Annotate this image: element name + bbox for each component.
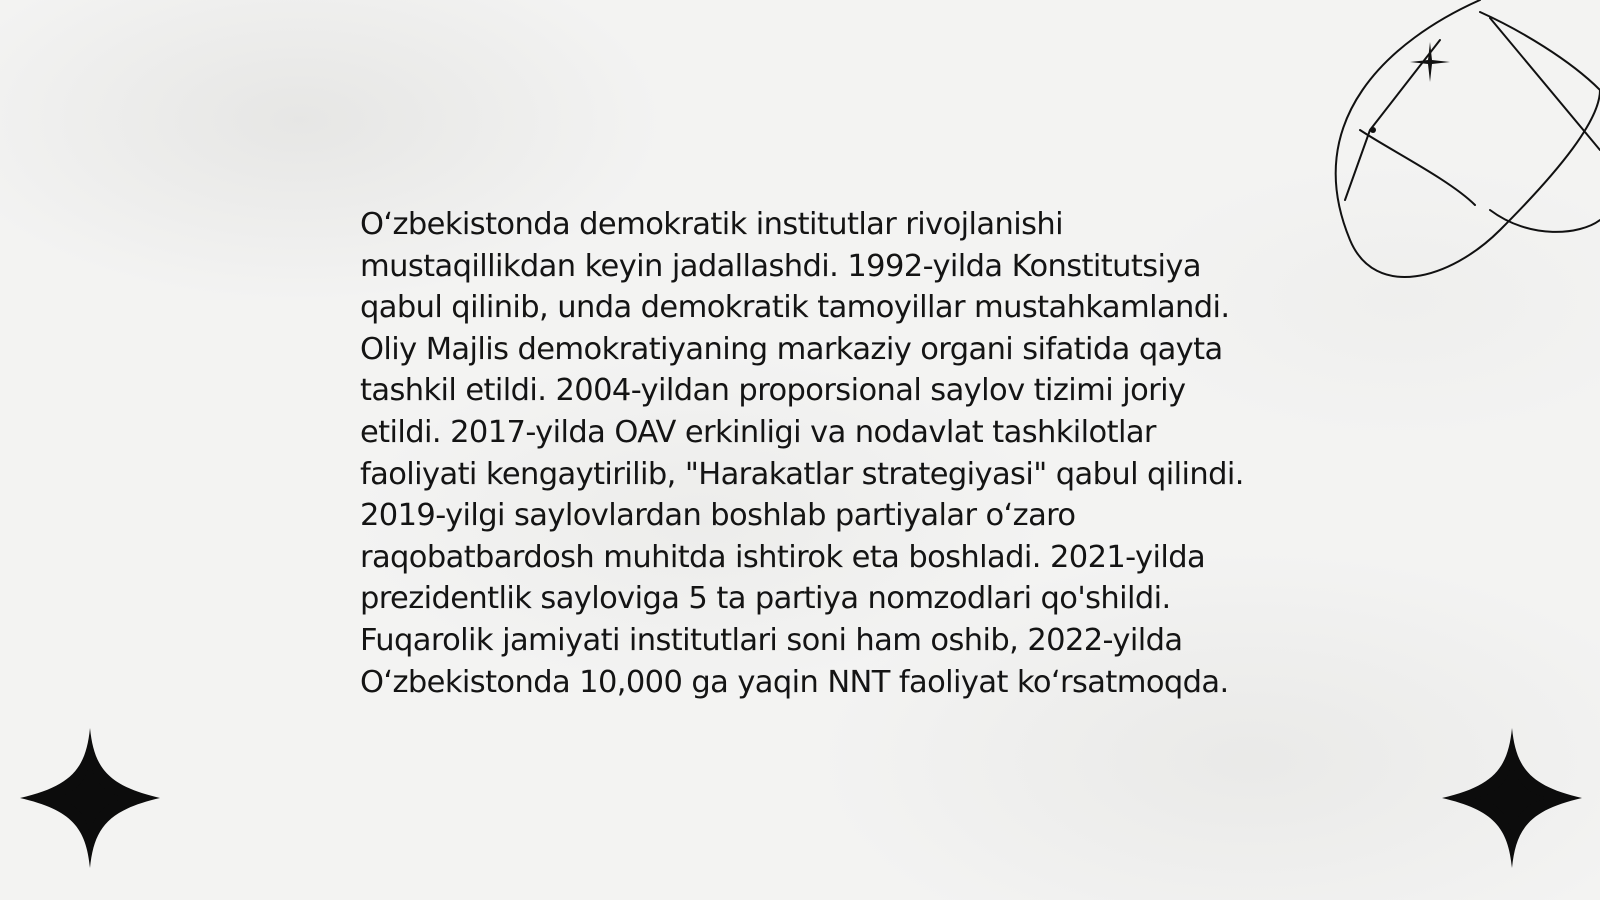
four-point-star-icon-left — [20, 728, 160, 868]
body-paragraph: O‘zbekistonda demokratik institutlar rivojlanishi mustaqillikdan keyin jadallashdi. 1992-yilda Konstitutsiya qabul qilinib, unda demokratik tamoyillar mustahkamlandi. Oliy Majlis demokratiyaning markaziy organi sifatida qayta tashkil etildi. 2004-yildan proporsional saylov tizimi joriy etildi. 2017-yilda OAV erkinligi va nodavlat tashkilotlar faoliyati kengaytirilib, "Harakatlar strategiyasi" qabul qilindi. 2019-yilgi saylovlardan boshlab partiyalar o‘zaro raqobatbardosh muhitda ishtirok eta boshladi. 2021-yilda prezidentlik sayloviga 5 ta partiya nomzodlari qo'shildi. Fuqarolik jamiyati institutlari soni ham oshib, 2022-yilda O‘zbekistonda 10,000 ga yaqin NNT faoliyat ko‘rsatmoqda. — [360, 207, 1244, 700]
orbit-swirl-icon — [1330, 0, 1600, 290]
four-point-star-icon-right — [1442, 728, 1582, 868]
small-sparkle-icon — [1408, 40, 1452, 84]
